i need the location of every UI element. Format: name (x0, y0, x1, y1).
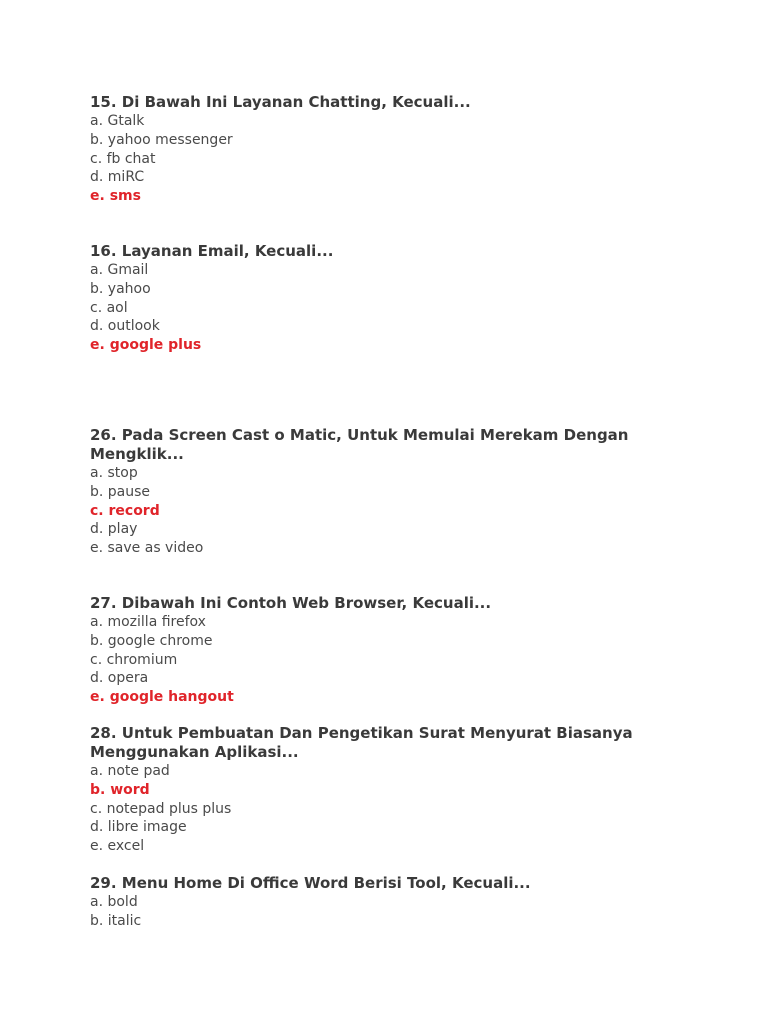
option-a: a. Gtalk (90, 113, 145, 129)
question-text: 27. Dibawah Ini Contoh Web Browser, Kecuali... (90, 594, 492, 612)
question-text: 16. Layanan Email, Kecuali... (90, 242, 334, 260)
option-a: a. Gmail (90, 262, 149, 278)
option-a: a. stop (90, 465, 138, 481)
option-e: e. excel (90, 838, 145, 855)
option-a: a. mozilla firefox (90, 614, 206, 630)
question-text: 26. Pada Screen Cast o Matic, Untuk Memulai Merekam Dengan Mengklik... (90, 426, 629, 463)
option-c: c. aol (90, 299, 128, 316)
option-a: a. bold (90, 894, 138, 910)
option-d: d. libre image (90, 819, 187, 836)
question-26 (90, 426, 690, 558)
option-c-correct-answer: c. record (90, 502, 160, 519)
option-d: d. miRC (90, 169, 145, 186)
option-b-correct-answer: b. word (90, 781, 150, 798)
question-16 (90, 242, 333, 355)
question-15 (90, 93, 471, 206)
option-b: b. google chrome (90, 632, 213, 649)
option-b: b. yahoo messenger (90, 131, 233, 148)
option-e: e. save as video (90, 540, 204, 557)
option-e-correct-answer: e. google hangout (90, 689, 234, 706)
question-text: 15. Di Bawah Ini Layanan Chatting, Kecuali... (90, 93, 471, 111)
option-c: c. fb chat (90, 150, 156, 167)
option-c: c. notepad plus plus (90, 800, 232, 817)
question-27 (90, 594, 491, 707)
option-a: a. note pad (90, 763, 170, 779)
option-d: d. play (90, 521, 138, 538)
option-b: b. yahoo (90, 280, 151, 297)
question-text: 29. Menu Home Di Office Word Berisi Tool, Kecuali... (90, 874, 531, 892)
option-e-correct-answer: e. sms (90, 188, 141, 205)
option-c: c. chromium (90, 651, 178, 668)
option-b: b. italic (90, 912, 142, 929)
question-text: 28. Untuk Pembuatan Dan Pengetikan Surat Menyurat Biasanya Menggunakan Aplikasi... (90, 724, 633, 761)
option-d: d. opera (90, 670, 149, 687)
option-d: d. outlook (90, 318, 160, 335)
question-28 (90, 724, 690, 856)
option-b: b. pause (90, 483, 151, 500)
question-29 (90, 874, 531, 931)
option-e-correct-answer: e. google plus (90, 337, 202, 354)
